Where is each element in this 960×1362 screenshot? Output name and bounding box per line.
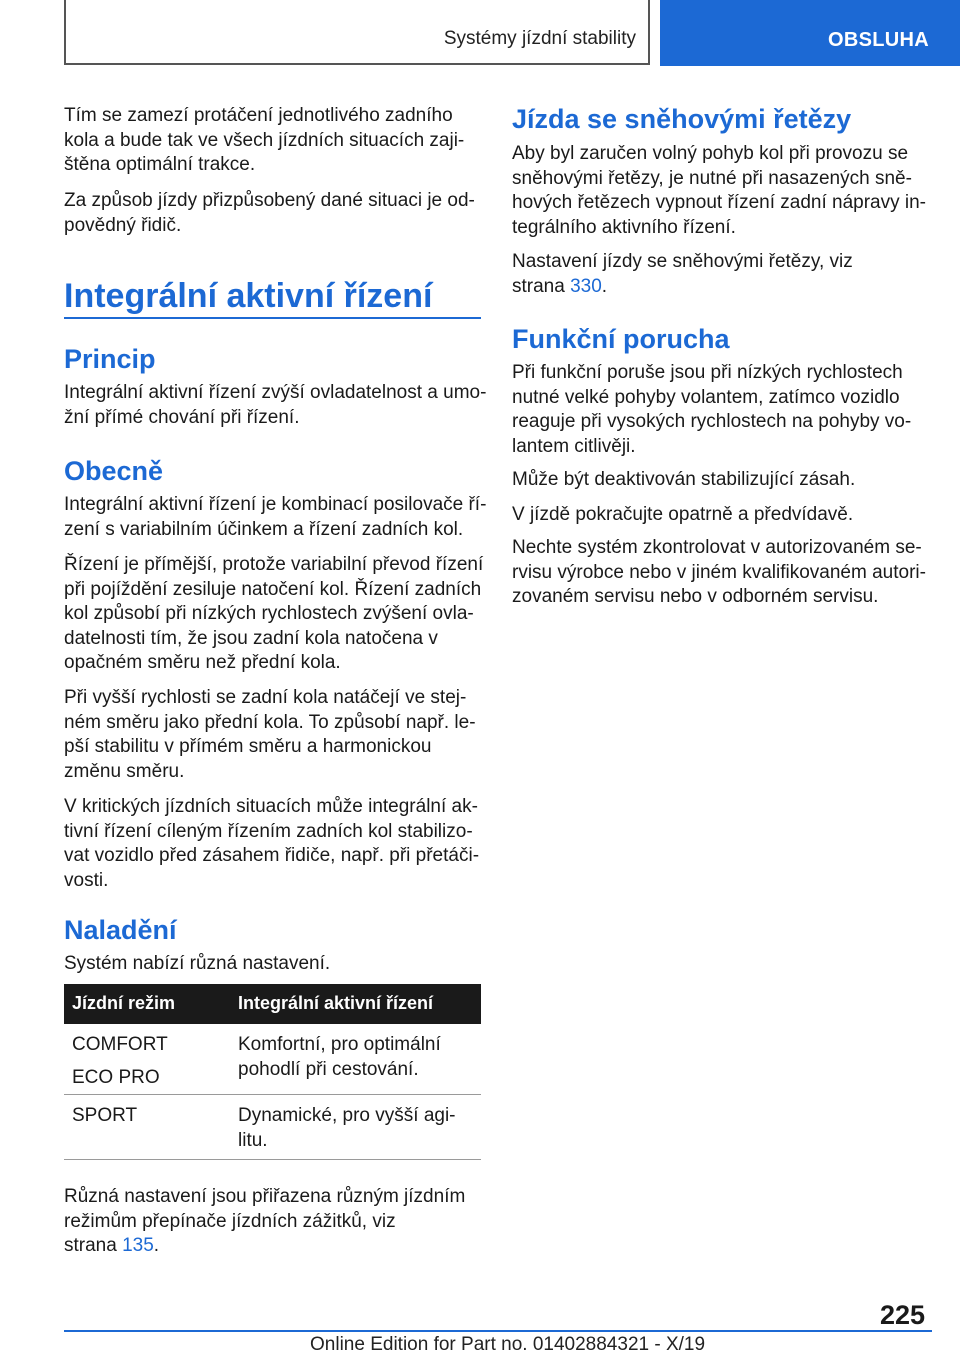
snow-paragraph-2: Nastavení jízdy se sněhovými řetězy, viz strana 330.: [512, 251, 853, 297]
table-row: [64, 1095, 481, 1160]
main-heading: Integrální aktivní řízení: [64, 277, 433, 315]
obecne-paragraph-1: Integrální aktivní řízení je kombinací posilovače ří- zení s variabilním účinkem a řízení zadních kol.: [64, 494, 487, 540]
heading-obecne: Obecně: [64, 456, 164, 486]
chapter-tab[interactable]: [660, 0, 960, 66]
heading-princip: Princip: [64, 344, 156, 374]
intro-paragraph-1: Tím se zamezí protáčení jednotlivého zadního kola a bude tak ve všech jízdních situacích zaji- štěna optimální trakce.: [64, 105, 465, 175]
footer-edition: Online Edition for Part no. 01402884321 - X/19: [310, 1334, 706, 1355]
table-cell-desc: Komfortní, pro optimální pohodlí při cestování.: [238, 1034, 441, 1080]
page-link-330[interactable]: 330: [570, 275, 602, 297]
snow-paragraph-1: Aby byl zaručen volný pohyb kol při provozu se sněhovými řetězy, je nutné při nasazených sně- hových řetězech vypnout řízení zadní nápravy in- tegrálního aktivního řízení.: [512, 143, 927, 238]
fault-paragraph-3: V jízdě pokračujte opatrně a předvídavě.: [512, 504, 854, 525]
heading-rule: [64, 317, 481, 319]
table-row: [64, 1024, 481, 1095]
header-bottom-border: [64, 63, 650, 65]
obecne-paragraph-3: Při vyšší rychlosti se zadní kola natáčejí ve stej- ném směru jako přední kola. To způsobí např. le- pší stabilitu v přímém směru a harmonickou změnu směru.: [64, 687, 476, 782]
page-link-135[interactable]: 135: [122, 1235, 154, 1256]
header-separator: [648, 0, 650, 64]
table-header: [64, 984, 481, 1024]
naladeni-outro: Různá nastavení jsou přiřazena různým jízdním režimům přepínače jízdních zážitků, viz strana 135.: [64, 1186, 466, 1256]
page-number: 225: [880, 1300, 926, 1330]
footer-rule: [64, 1330, 932, 1332]
header-section: [64, 0, 636, 62]
heading-fault: Funkční porucha: [512, 324, 730, 354]
obecne-paragraph-2: Řízení je přímější, protože variabilní převod řízení při pojíždění zesiluje natočení kol. Řízení zadních kol způsobí při nízkých rychlostech zvýšení ovla- datelnosti tím, že jsou zadní kola natočena v opačném směru než přední kola.: [64, 554, 484, 673]
section-title: Systémy jízdní stability: [443, 28, 636, 49]
fault-paragraph-4: Nechte systém zkontrolovat v autorizovaném se- rvisu výrobce nebo v jiném kvalifikovaném autori- zovaném servisu nebo v odborném servisu.: [512, 537, 926, 607]
heading-snow-chains: Jízda se sněhovými řetězy: [512, 104, 852, 134]
table-header-mode: Jízdní režim: [72, 993, 176, 1013]
chapter-tab-label: OBSLUHA: [828, 29, 929, 51]
table-cell-mode: COMFORT ECO PRO: [72, 1034, 168, 1088]
table-cell-mode: SPORT: [72, 1105, 138, 1126]
obecne-paragraph-4: V kritických jízdních situacích může integrální ak- tivní řízení cíleným řízením zadních kol stabilizo- vat vozidlo před zásahem řidiče, např. při přetáči- vosti.: [64, 796, 480, 891]
table-cell-desc: Dynamické, pro vyšší agi- litu.: [238, 1105, 456, 1151]
intro-paragraph-2: Za způsob jízdy přizpůsobený dané situaci je od- povědný řidič.: [64, 190, 475, 236]
naladeni-intro: Systém nabízí různá nastavení.: [64, 953, 331, 974]
fault-paragraph-1: Při funkční poruše jsou při nízkých rychlostech nutné velké pohyby volantem, zatímco vozidlo reaguje při vysokých rychlostech na pohyby vo- lantem citlivěji.: [512, 362, 912, 457]
heading-naladeni: Naladění: [64, 915, 177, 945]
princip-text: Integrální aktivní řízení zvýší ovladatelnost a umo- žní přímé chování při řízení.: [64, 382, 487, 428]
fault-paragraph-2: Může být deaktivován stabilizující zásah.: [512, 469, 856, 490]
modes-table: [64, 984, 481, 1160]
table-header-steering: Integrální aktivní řízení: [238, 993, 434, 1013]
